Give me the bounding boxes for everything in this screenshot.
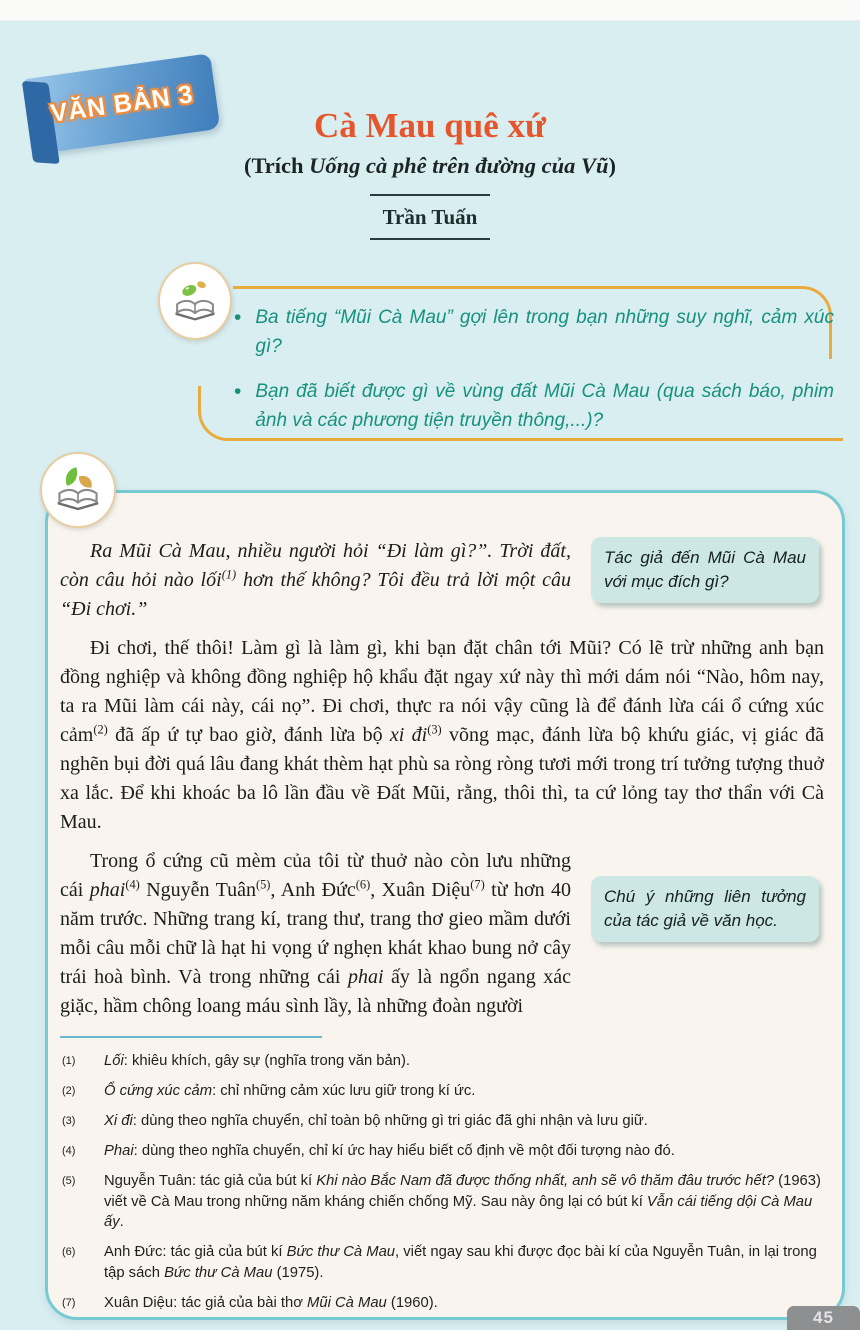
footnote-marker: (1): [62, 1055, 76, 1067]
footnote-text: Phai: dùng theo nghĩa chuyển, chỉ kí ức hay hiểu biết cố định về một đối tượng nào đó.: [104, 1143, 675, 1159]
footnote: [60, 1293, 824, 1314]
margin-note-2-anchor: [571, 847, 824, 995]
footnote-marker: (7): [62, 1296, 76, 1309]
book-with-beans-glyph: [169, 275, 221, 327]
footnote-text: Anh Đức: tác giả của bút kí Bức thư Cà Mau, viết ngay sau khi được đọc bài kí của Nguyễn Tuân, in lại trong tập sách Bức thư Cà Mau (1975).: [104, 1244, 817, 1281]
lesson-banner-label: VĂN BẢN 3: [48, 79, 196, 128]
margin-note-1-anchor: [571, 537, 824, 615]
paragraph-2-text: Đi chơi, thế thôi! Làm gì là làm gì, khi bạn đặt chân tới Mũi? Có lẽ trừ những anh bạn đồng nghiệp và không đồng nghiệp hộ khẩu đặt ngay xứ này thì mới dám nói “Nào, hôm nay, ta ra Mũi làm cái này, cái nọ”. Đi chơi, thực ra nói vậy cũng là để đánh lừa cái ổ cứng xúc cảm$^{(2)}$ đã ấp ứ tự bao giờ, đánh lừa bộ xi $đi^{(3)}$ võng mạc, đánh lừa bộ khứu giác, vị giác đã nghẽn bụi đời quá lâu đang khát thèm hạt phù sa ròng ròng tươi mới trong trí tưởng tượng thuở xa lắc. Để khi khoác ba lô lần đầu về Đất Mũi, rằng, thôi thì, ta cứ lỏng tay thơ thẩn với Cà Mau.: [60, 637, 824, 833]
footnote: [60, 1141, 824, 1162]
question-item: [234, 378, 834, 435]
footnote-marker: (4): [62, 1145, 76, 1157]
reading-paragraph-1: [60, 537, 824, 624]
reading-paragraph-3: [60, 847, 824, 1021]
paragraph-1-text: Ra Mũi Cà Mau, nhiều người hỏi “Đi làm gì?”. Trời đất, còn câu hỏi nào lối$^{(1)}$ hơn thế không? Tôi đều trả lời một câu “Đi chơi.”: [60, 540, 571, 620]
question-item: [234, 304, 834, 361]
paragraph-3-text: Trong ổ cứng cũ mèm của tôi từ thuở nào còn lưu những cái phai$^{(4)}$ Nguyễn Tuân$^{(5)}$, Anh Đức$^{(6)}$, Xuân Diệu$^{(7)}$ từ hơn 40 năm trước. Những trang kí, trang thư, trang thơ gieo mầm dưới mỗi câu mỗi chữ là hạt hi vọng ứ nghẹn khát khao bung nở cây trái hoà bình. Và trong những cái phai ấy là ngổn ngang xác giặc, hầm chông loang máu sình lầy, là những đoàn người: [60, 850, 572, 1017]
footnote-text: Ổ cứng xúc cảm: chỉ những cảm xúc lưu giữ trong kí ức.: [104, 1083, 476, 1099]
margin-note-2: Chú ý những liên tưởng của tác giả về văn học.: [591, 876, 819, 942]
footnote-marker: (6): [62, 1246, 76, 1258]
footnote-marker: (3): [62, 1115, 76, 1127]
lesson-title: Cà Mau quê xứ: [314, 106, 546, 145]
question-text: Ba tiếng “Mũi Cà Mau” gợi lên trong bạn những suy nghĩ, cảm xúc gì?: [255, 307, 834, 357]
page-number: 45: [813, 1308, 834, 1327]
footnote-marker: (5): [62, 1175, 76, 1187]
book-with-leaves-icon: [40, 452, 116, 528]
footnote: [60, 1081, 824, 1102]
footnote: [60, 1242, 824, 1283]
book-with-leaves-glyph: [51, 463, 105, 517]
page-top-margin: [0, 0, 860, 21]
book-with-beans-icon: [158, 262, 232, 340]
bullet-icon: •: [234, 306, 242, 329]
footnote-separator: [60, 1036, 322, 1038]
author-block: [0, 194, 860, 240]
footnote-text: Xi đi: dùng theo nghĩa chuyển, chỉ toàn bộ những gì tri giác đã ghi nhận và lưu giữ.: [104, 1113, 648, 1129]
reading-content: [60, 537, 824, 1323]
reading-paragraph-2: [60, 634, 824, 837]
footnote-text: Lối: khiêu khích, gây sự (nghĩa trong văn bản).: [104, 1053, 411, 1069]
footnote-marker: (2): [62, 1085, 76, 1097]
footnote-text: Xuân Diệu: tác giả của bài thơ Mũi Cà Mau (1960).: [104, 1294, 438, 1311]
footnote: [60, 1171, 824, 1233]
footnotes-list: [60, 1051, 824, 1313]
author-name: Trần Tuấn: [370, 194, 490, 240]
lesson-header: [0, 106, 860, 240]
lesson-subtitle: (Trích Uống cà phê trên đường của Vũ): [243, 153, 617, 179]
footnote: [60, 1051, 824, 1072]
question-text: Bạn đã biết được gì về vùng đất Mũi Cà Mau (qua sách báo, phim ảnh và các phương tiện truyền thông,...)?: [255, 381, 834, 431]
footnote: [60, 1111, 824, 1132]
pre-reading-questions: [234, 304, 834, 452]
footnote-text: Nguyễn Tuân: tác giả của bút kí Khi nào Bắc Nam đã được thống nhất, anh sẽ vô thăm đâu trước hết? (1963) viết về Cà Mau trong những năm kháng chiến chống Mỹ. Sau này ông lại có bút kí Vẫn cái tiếng dội Cà Mau ấy.: [104, 1173, 821, 1230]
margin-note-1: Tác giả đến Mũi Cà Mau với mục đích gì?: [591, 537, 819, 603]
bullet-icon: •: [234, 380, 242, 403]
page-number-tab: [787, 1306, 860, 1330]
